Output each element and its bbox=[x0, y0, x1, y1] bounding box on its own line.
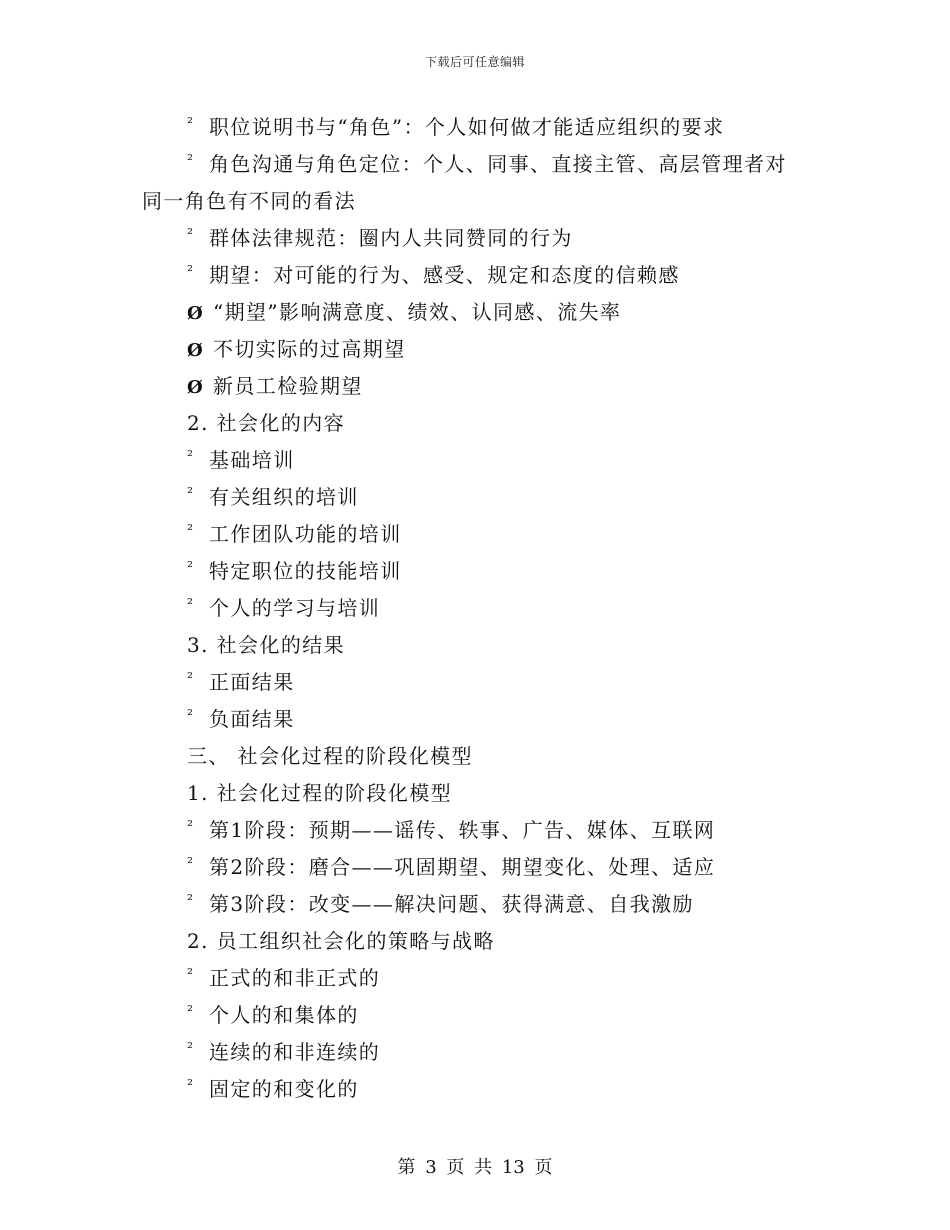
line-text: 正式的和非正式的 bbox=[209, 966, 381, 990]
square-bullet-icon: ² bbox=[187, 484, 195, 502]
square-bullet-icon: ² bbox=[187, 854, 195, 872]
text-line bbox=[0, 516, 950, 553]
line-text: 固定的和变化的 bbox=[209, 1077, 359, 1101]
line-text: 3. 社会化的结果 bbox=[187, 633, 346, 657]
text-line bbox=[0, 368, 950, 405]
text-line bbox=[0, 294, 950, 331]
text-line bbox=[0, 701, 950, 738]
line-text: 不切实际的过高期望 bbox=[213, 337, 406, 361]
text-line bbox=[0, 146, 950, 183]
line-text: 负面结果 bbox=[209, 707, 295, 731]
line-text: 连续的和非连续的 bbox=[209, 1040, 381, 1064]
text-line bbox=[0, 1034, 950, 1071]
line-text: 角色沟通与角色定位：个人、同事、直接主管、高层管理者对 bbox=[209, 152, 787, 176]
square-bullet-icon: ² bbox=[187, 447, 195, 465]
square-bullet-icon: ² bbox=[187, 151, 195, 169]
line-text: 三、 社会化过程的阶段化模型 bbox=[187, 744, 473, 768]
line-text: 个人的和集体的 bbox=[209, 1003, 359, 1027]
line-text: 特定职位的技能培训 bbox=[209, 559, 402, 583]
text-line bbox=[0, 849, 950, 886]
square-bullet-icon: ² bbox=[187, 595, 195, 613]
text-line bbox=[0, 220, 950, 257]
square-bullet-icon: ² bbox=[187, 891, 195, 909]
line-text: 群体法律规范：圈内人共同赞同的行为 bbox=[209, 226, 573, 250]
line-text: 职位说明书与“角色”：个人如何做才能适应组织的要求 bbox=[209, 115, 725, 139]
text-line bbox=[0, 109, 950, 146]
page-footer: 第 3 页 共 13 页 bbox=[397, 1157, 553, 1178]
text-line bbox=[0, 257, 950, 294]
square-bullet-icon: ² bbox=[187, 965, 195, 983]
line-text: 正面结果 bbox=[209, 670, 295, 694]
arrow-bullet-icon: Ø bbox=[187, 303, 205, 324]
line-text: 个人的学习与培训 bbox=[209, 596, 381, 620]
arrow-bullet-icon: Ø bbox=[187, 377, 205, 398]
square-bullet-icon: ² bbox=[187, 1002, 195, 1020]
line-text: 2. 员工组织社会化的策略与战略 bbox=[187, 929, 495, 953]
line-text: 2. 社会化的内容 bbox=[187, 411, 346, 435]
text-line bbox=[0, 960, 950, 997]
square-bullet-icon: ² bbox=[187, 669, 195, 687]
line-text: 第3阶段：改变——解决问题、获得满意、自我激励 bbox=[209, 892, 694, 916]
square-bullet-icon: ² bbox=[187, 817, 195, 835]
line-text: 第1阶段：预期——谣传、轶事、广告、媒体、互联网 bbox=[209, 818, 716, 842]
line-text: 工作团队功能的培训 bbox=[209, 522, 402, 546]
text-line bbox=[0, 553, 950, 590]
square-bullet-icon: ² bbox=[187, 262, 195, 280]
text-line bbox=[0, 331, 950, 368]
line-text: 有关组织的培训 bbox=[209, 485, 359, 509]
text-line bbox=[0, 442, 950, 479]
document-body bbox=[0, 109, 950, 1108]
text-line bbox=[0, 590, 950, 627]
text-line bbox=[0, 479, 950, 516]
square-bullet-icon: ² bbox=[187, 114, 195, 132]
line-text: 期望：对可能的行为、感受、规定和态度的信赖感 bbox=[209, 263, 680, 287]
line-text: 1. 社会化过程的阶段化模型 bbox=[187, 781, 453, 805]
text-line bbox=[0, 627, 950, 664]
text-line bbox=[0, 886, 950, 923]
text-line bbox=[0, 775, 950, 812]
line-text: 第2阶段：磨合——巩固期望、期望变化、处理、适应 bbox=[209, 855, 716, 879]
line-text: 同一角色有不同的看法 bbox=[142, 189, 356, 213]
square-bullet-icon: ² bbox=[187, 1039, 195, 1057]
text-line bbox=[0, 1071, 950, 1108]
square-bullet-icon: ² bbox=[187, 521, 195, 539]
text-line bbox=[0, 405, 950, 442]
line-text: “期望”影响满意度、绩效、认同感、流失率 bbox=[213, 300, 622, 324]
text-line bbox=[0, 738, 950, 775]
line-text: 基础培训 bbox=[209, 448, 295, 472]
square-bullet-icon: ² bbox=[187, 558, 195, 576]
text-line bbox=[0, 812, 950, 849]
text-line bbox=[0, 923, 950, 960]
square-bullet-icon: ² bbox=[187, 225, 195, 243]
line-text: 新员工检验期望 bbox=[213, 374, 363, 398]
text-line bbox=[0, 997, 950, 1034]
arrow-bullet-icon: Ø bbox=[187, 340, 205, 361]
text-line bbox=[0, 664, 950, 701]
square-bullet-icon: ² bbox=[187, 706, 195, 724]
page-header: 下载后可任意编辑 bbox=[424, 55, 525, 69]
text-line bbox=[0, 183, 950, 220]
square-bullet-icon: ² bbox=[187, 1076, 195, 1094]
